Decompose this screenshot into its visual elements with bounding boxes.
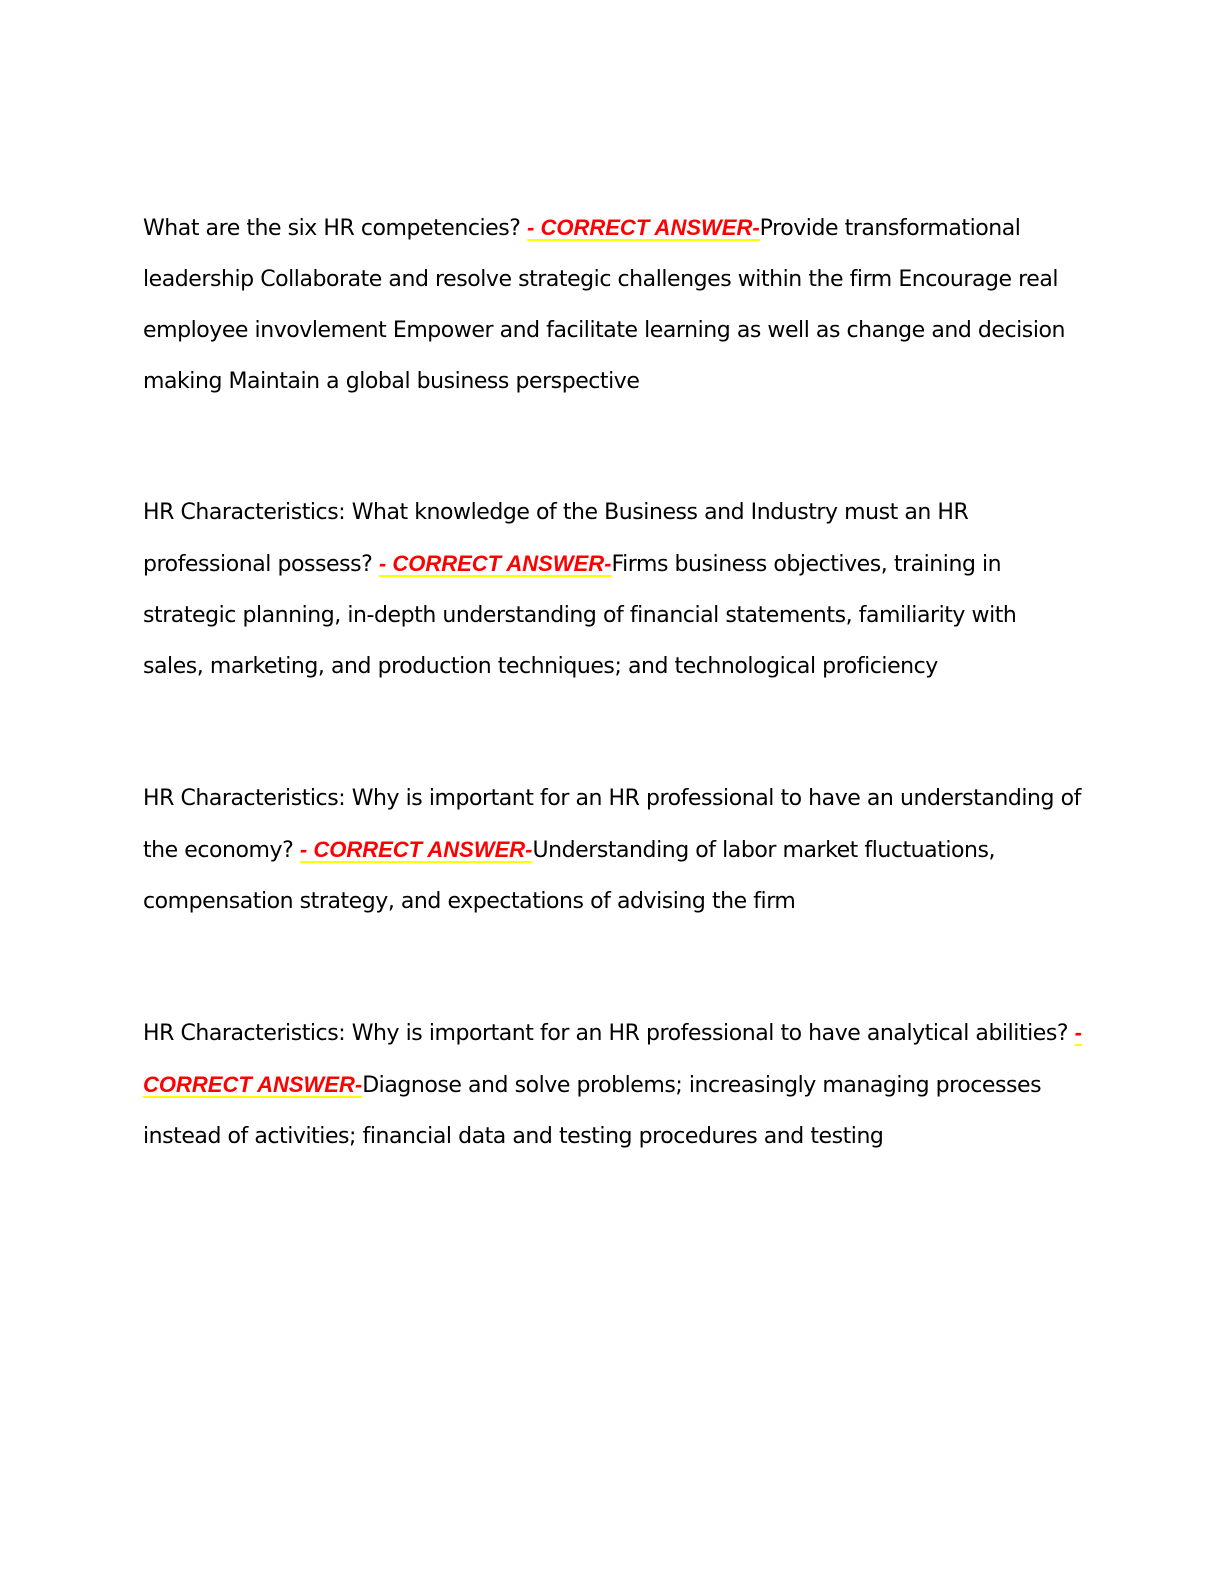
answer-text: Provide transformational leadership Collaborate and resolve strategic challenges within the firm Encourage real employee invovlement Empower and facilitate learning as well as change and decision making Maintain a global business perspective [143, 216, 1065, 394]
answer-text: Understanding of labor market fluctuations, compensation strategy, and expectations of advising the firm [143, 838, 996, 914]
question-text: HR Characteristics: What knowledge of the Business and Industry must an HR professional possess? [143, 500, 969, 577]
correct-answer-marker: - CORRECT ANSWER- [299, 837, 533, 862]
qa-item [143, 202, 1083, 407]
question-text: HR Characteristics: Why is important for an HR professional to have analytical abilities? [143, 1021, 1075, 1046]
qa-item [143, 773, 1083, 927]
qa-item [143, 487, 1083, 692]
correct-answer-marker: - CORRECT ANSWER- [527, 215, 760, 240]
answer-text: Diagnose and solve problems; increasingly managing processes instead of activities; financial data and testing procedures and testing [143, 1073, 1042, 1149]
correct-answer-marker: - CORRECT ANSWER- [378, 551, 612, 576]
qa-item [143, 1007, 1083, 1162]
correct-answer-marker: - CORRECT ANSWER- [143, 1020, 1082, 1097]
question-text: What are the six HR competencies? [143, 216, 528, 241]
question-text: HR Characteristics: Why is important for an HR professional to have an understanding of the economy? [143, 786, 1081, 863]
answer-text: Firms business objectives, training in strategic planning, in-depth understanding of financial statements, familiarity with sales, marketing, and production techniques; and technological proficiency [143, 552, 1017, 679]
